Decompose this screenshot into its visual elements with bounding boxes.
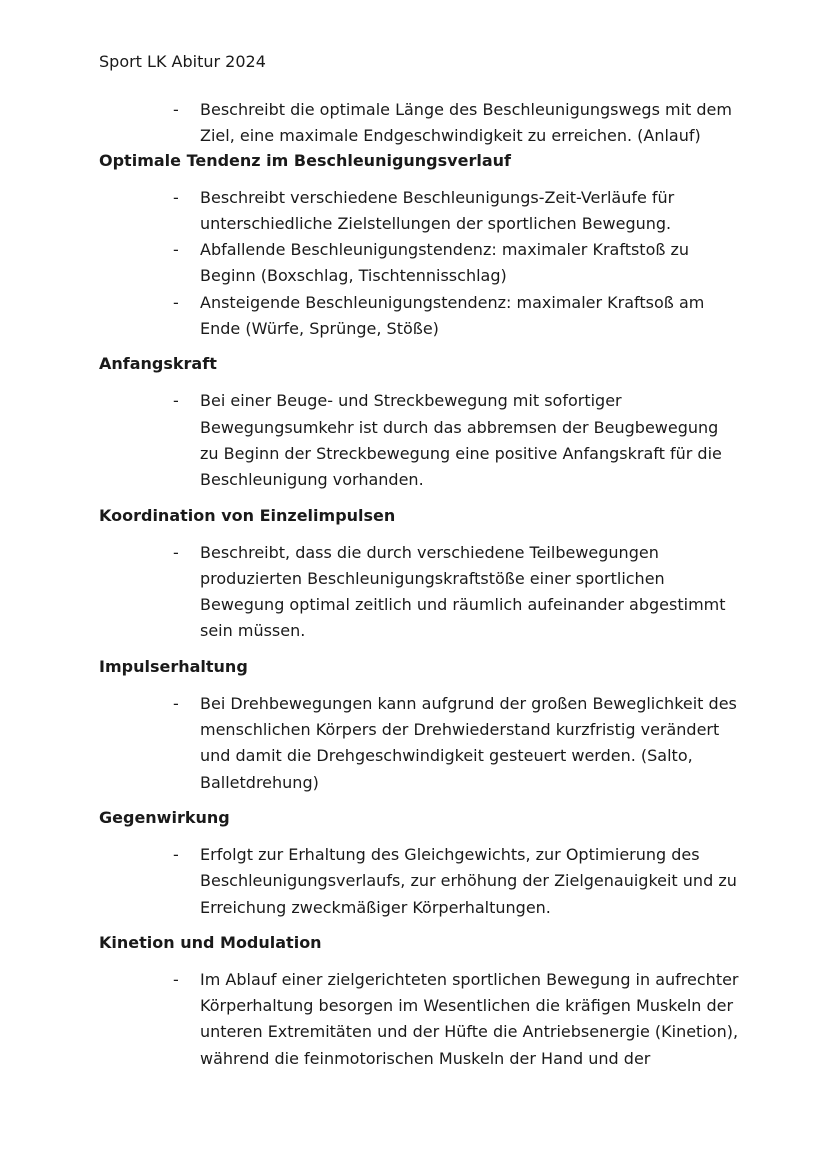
- bullet-text: Bei Drehbewegungen kann aufgrund der großen Beweglichkeit des menschlichen Körpers der Drehwiederstand kurzfristig verändert und damit die Drehgeschwindigkeit gesteuert werden. (Salto, Balletdrehung): [200, 693, 737, 792]
- bullet-text: Im Ablauf einer zielgerichteten sportlichen Bewegung in aufrechter Körperhaltung besorgen im Wesentlichen die kräfigen Muskeln der unteren Extremitäten und der Hüfte die Antriebsenergie (Kinetion), während die feinmotorischen Muskeln der Hand und der: [200, 969, 739, 1068]
- sections-container: [99, 150, 739, 1072]
- dash-bullet-icon: -: [173, 240, 179, 260]
- bullet-list: [99, 540, 739, 645]
- bullet-item: [99, 237, 739, 290]
- section-heading: Gegenwirkung: [99, 807, 230, 827]
- section: [99, 932, 739, 1072]
- bullet-list: [99, 842, 739, 921]
- dash-bullet-icon: -: [173, 693, 179, 713]
- bullet-item: [99, 290, 739, 343]
- bullet-text: Abfallende Beschleunigungstendenz: maximaler Kraftstoß zu Beginn (Boxschlag, Tischtennisschlag): [200, 240, 690, 286]
- section: [99, 807, 739, 921]
- bullet-item: [99, 691, 739, 796]
- dash-bullet-icon: -: [173, 292, 179, 312]
- section: [99, 656, 739, 796]
- bullet-list: [99, 691, 739, 796]
- dash-bullet-icon: -: [173, 100, 179, 119]
- document-body: [99, 97, 739, 1083]
- section-heading: Optimale Tendenz im Beschleunigungsverlauf: [99, 150, 511, 170]
- section-heading: Kinetion und Modulation: [99, 932, 322, 952]
- section-heading: Anfangskraft: [99, 354, 217, 374]
- page-header: Sport LK Abitur 2024: [99, 52, 266, 71]
- bullet-item: [99, 97, 739, 150]
- bullet-item: [99, 185, 739, 238]
- bullet-list: [99, 967, 739, 1072]
- bullet-item: [99, 388, 739, 493]
- bullet-item: [99, 967, 739, 1072]
- dash-bullet-icon: -: [173, 187, 179, 207]
- dash-bullet-icon: -: [173, 844, 179, 864]
- dash-bullet-icon: -: [173, 969, 179, 989]
- section: [99, 353, 739, 493]
- section-heading: Impulserhaltung: [99, 656, 248, 676]
- dash-bullet-icon: -: [173, 542, 179, 562]
- bullet-text: Beschreibt, dass die durch verschiedene Teilbewegungen produzierten Beschleunigungskraftstöße einer sportlichen Bewegung optimal zeitlich und räumlich aufeinander abgestimmt sein müssen.: [200, 542, 726, 641]
- bullet-text: Beschreibt verschiedene Beschleunigungs-Zeit-Verläufe für unterschiedliche Zielstellungen der sportlichen Bewegung.: [200, 187, 675, 233]
- section: [99, 150, 739, 343]
- dash-bullet-icon: -: [173, 391, 179, 411]
- bullet-text: Erfolgt zur Erhaltung des Gleichgewichts, zur Optimierung des Beschleunigungsverlaufs, zur erhöhung der Zielgenauigkeit und zu Erreichung zweckmäßiger Körperhaltungen.: [200, 844, 737, 917]
- bullet-item: [99, 540, 739, 645]
- bullet-list: [99, 185, 739, 343]
- intro-bullet-list: [99, 97, 739, 150]
- bullet-text: Beschreibt die optimale Länge des Beschleunigungswegs mit dem Ziel, eine maximale Endgeschwindigkeit zu erreichen. (Anlauf): [200, 100, 732, 146]
- bullet-text: Bei einer Beuge- und Streckbewegung mit sofortiger Bewegungsumkehr ist durch das abbremsen der Beugbewegung zu Beginn der Streckbewegung eine positive Anfangskraft für die Beschleunigung vorhanden.: [200, 391, 722, 490]
- section: [99, 505, 739, 645]
- bullet-list: [99, 388, 739, 493]
- section-heading: Koordination von Einzelimpulsen: [99, 505, 396, 525]
- bullet-item: [99, 842, 739, 921]
- bullet-text: Ansteigende Beschleunigungstendenz: maximaler Kraftsoß am Ende (Würfe, Sprünge, Stöße): [200, 292, 705, 339]
